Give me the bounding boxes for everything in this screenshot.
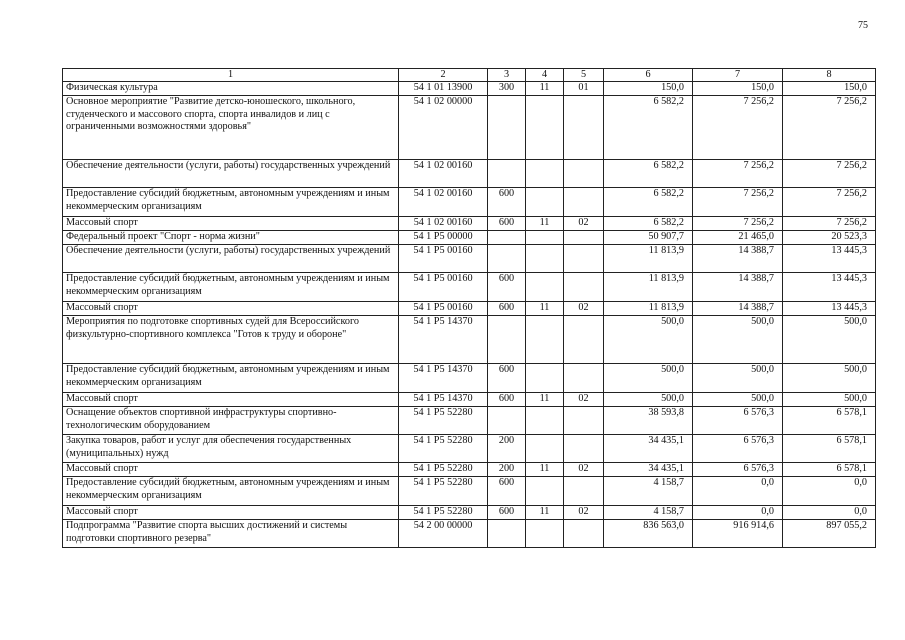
header-row — [63, 69, 876, 82]
header-cell: 4 — [526, 69, 564, 82]
subsection-cell: 02 — [564, 506, 604, 520]
amount-year3-cell: 7 256,2 — [783, 160, 876, 188]
amount-year1-cell: 500,0 — [604, 393, 693, 407]
section-cell: 11 — [526, 393, 564, 407]
amount-year1-cell: 6 582,2 — [604, 160, 693, 188]
amount-year3-cell: 0,0 — [783, 477, 876, 506]
subsection-cell: 02 — [564, 393, 604, 407]
subsection-cell: 02 — [564, 302, 604, 316]
amount-year1-cell: 6 582,2 — [604, 188, 693, 217]
code-cell: 54 1 P5 14370 — [399, 316, 488, 364]
table-row — [63, 82, 876, 96]
subsection-cell — [564, 364, 604, 393]
table-row — [63, 188, 876, 217]
code-cell: 54 1 P5 14370 — [399, 393, 488, 407]
amount-year2-cell: 500,0 — [693, 316, 783, 364]
subsection-cell — [564, 245, 604, 273]
code-cell: 54 1 P5 14370 — [399, 364, 488, 393]
row-name-cell: Массовый спорт — [63, 506, 399, 520]
amount-year2-cell: 14 388,7 — [693, 273, 783, 302]
row-name-cell: Закупка товаров, работ и услуг для обеспечения государственных (муниципальных) нужд — [63, 435, 399, 463]
amount-year2-cell: 7 256,2 — [693, 96, 783, 160]
amount-year2-cell: 6 576,3 — [693, 463, 783, 477]
expense-type-cell: 600 — [488, 302, 526, 316]
expense-type-cell — [488, 245, 526, 273]
amount-year1-cell: 500,0 — [604, 364, 693, 393]
table-row — [63, 273, 876, 302]
budget-table — [62, 68, 876, 548]
expense-type-cell — [488, 407, 526, 435]
row-name-cell: Массовый спорт — [63, 302, 399, 316]
header-cell: 3 — [488, 69, 526, 82]
amount-year3-cell: 6 578,1 — [783, 463, 876, 477]
section-cell — [526, 188, 564, 217]
amount-year2-cell: 14 388,7 — [693, 245, 783, 273]
expense-type-cell — [488, 96, 526, 160]
subsection-cell — [564, 316, 604, 364]
row-name-cell: Предоставление субсидий бюджетным, автономным учреждениям и иным некоммерческим организациям — [63, 364, 399, 393]
expense-type-cell: 600 — [488, 506, 526, 520]
amount-year2-cell: 500,0 — [693, 393, 783, 407]
row-name-cell: Обеспечение деятельности (услуги, работы) государственных учреждений — [63, 160, 399, 188]
section-cell — [526, 407, 564, 435]
amount-year3-cell: 13 445,3 — [783, 302, 876, 316]
table-row — [63, 435, 876, 463]
table-row — [63, 302, 876, 316]
expense-type-cell — [488, 160, 526, 188]
section-cell — [526, 273, 564, 302]
table-row — [63, 245, 876, 273]
row-name-cell: Массовый спорт — [63, 217, 399, 231]
header-cell: 7 — [693, 69, 783, 82]
amount-year1-cell: 6 582,2 — [604, 217, 693, 231]
code-cell: 54 1 P5 00000 — [399, 231, 488, 245]
row-name-cell: Физическая культура — [63, 82, 399, 96]
amount-year3-cell: 500,0 — [783, 316, 876, 364]
amount-year1-cell: 50 907,7 — [604, 231, 693, 245]
table-header — [63, 69, 876, 82]
expense-type-cell — [488, 231, 526, 245]
section-cell — [526, 316, 564, 364]
table-row — [63, 506, 876, 520]
subsection-cell — [564, 435, 604, 463]
table-row — [63, 393, 876, 407]
amount-year3-cell: 150,0 — [783, 82, 876, 96]
subsection-cell — [564, 477, 604, 506]
amount-year1-cell: 38 593,8 — [604, 407, 693, 435]
amount-year2-cell: 150,0 — [693, 82, 783, 96]
expense-type-cell — [488, 520, 526, 548]
expense-type-cell — [488, 316, 526, 364]
code-cell: 54 1 P5 52280 — [399, 477, 488, 506]
code-cell: 54 1 01 13900 — [399, 82, 488, 96]
table-row — [63, 520, 876, 548]
code-cell: 54 1 P5 00160 — [399, 245, 488, 273]
table-row — [63, 463, 876, 477]
amount-year3-cell: 500,0 — [783, 393, 876, 407]
header-cell: 5 — [564, 69, 604, 82]
amount-year1-cell: 6 582,2 — [604, 96, 693, 160]
subsection-cell — [564, 160, 604, 188]
table-row — [63, 160, 876, 188]
section-cell — [526, 364, 564, 393]
amount-year3-cell: 13 445,3 — [783, 245, 876, 273]
amount-year2-cell: 7 256,2 — [693, 188, 783, 217]
amount-year2-cell: 6 576,3 — [693, 407, 783, 435]
row-name-cell: Подпрограмма "Развитие спорта высших достижений и системы подготовки спортивного резерва" — [63, 520, 399, 548]
table-body — [63, 82, 876, 548]
amount-year2-cell: 500,0 — [693, 364, 783, 393]
subsection-cell — [564, 273, 604, 302]
section-cell — [526, 435, 564, 463]
amount-year3-cell: 20 523,3 — [783, 231, 876, 245]
section-cell: 11 — [526, 506, 564, 520]
subsection-cell — [564, 96, 604, 160]
code-cell: 54 1 P5 52280 — [399, 407, 488, 435]
row-name-cell: Оснащение объектов спортивной инфраструктуры спортивно-технологическим оборудованием — [63, 407, 399, 435]
code-cell: 54 1 02 00000 — [399, 96, 488, 160]
amount-year3-cell: 7 256,2 — [783, 188, 876, 217]
row-name-cell: Предоставление субсидий бюджетным, автономным учреждениям и иным некоммерческим организациям — [63, 477, 399, 506]
section-cell: 11 — [526, 463, 564, 477]
expense-type-cell: 600 — [488, 217, 526, 231]
section-cell — [526, 520, 564, 548]
header-cell: 1 — [63, 69, 399, 82]
header-cell: 8 — [783, 69, 876, 82]
row-name-cell: Мероприятия по подготовке спортивных судей для Всероссийского физкультурно-спортивного комплекса "Готов к труду и обороне" — [63, 316, 399, 364]
row-name-cell: Массовый спорт — [63, 393, 399, 407]
amount-year3-cell: 13 445,3 — [783, 273, 876, 302]
expense-type-cell: 600 — [488, 477, 526, 506]
expense-type-cell: 300 — [488, 82, 526, 96]
table-row — [63, 407, 876, 435]
amount-year2-cell: 7 256,2 — [693, 160, 783, 188]
amount-year1-cell: 34 435,1 — [604, 463, 693, 477]
amount-year3-cell: 6 578,1 — [783, 435, 876, 463]
amount-year3-cell: 0,0 — [783, 506, 876, 520]
subsection-cell: 01 — [564, 82, 604, 96]
amount-year1-cell: 4 158,7 — [604, 506, 693, 520]
page-number: 75 — [858, 20, 868, 31]
amount-year2-cell: 6 576,3 — [693, 435, 783, 463]
row-name-cell: Массовый спорт — [63, 463, 399, 477]
subsection-cell — [564, 231, 604, 245]
code-cell: 54 1 P5 52280 — [399, 506, 488, 520]
code-cell: 54 1 P5 52280 — [399, 463, 488, 477]
amount-year2-cell: 0,0 — [693, 477, 783, 506]
section-cell: 11 — [526, 302, 564, 316]
table-row — [63, 477, 876, 506]
section-cell: 11 — [526, 82, 564, 96]
section-cell: 11 — [526, 217, 564, 231]
amount-year3-cell: 500,0 — [783, 364, 876, 393]
amount-year1-cell: 500,0 — [604, 316, 693, 364]
amount-year3-cell: 6 578,1 — [783, 407, 876, 435]
amount-year3-cell: 7 256,2 — [783, 96, 876, 160]
row-name-cell: Обеспечение деятельности (услуги, работы) государственных учреждений — [63, 245, 399, 273]
code-cell: 54 1 02 00160 — [399, 160, 488, 188]
amount-year2-cell: 7 256,2 — [693, 217, 783, 231]
row-name-cell: Федеральный проект "Спорт - норма жизни" — [63, 231, 399, 245]
expense-type-cell: 200 — [488, 435, 526, 463]
table-row — [63, 231, 876, 245]
amount-year2-cell: 916 914,6 — [693, 520, 783, 548]
expense-type-cell: 600 — [488, 273, 526, 302]
amount-year3-cell: 897 055,2 — [783, 520, 876, 548]
expense-type-cell: 200 — [488, 463, 526, 477]
amount-year2-cell: 21 465,0 — [693, 231, 783, 245]
section-cell — [526, 96, 564, 160]
expense-type-cell: 600 — [488, 364, 526, 393]
amount-year2-cell: 0,0 — [693, 506, 783, 520]
amount-year1-cell: 11 813,9 — [604, 245, 693, 273]
row-name-cell: Основное мероприятие "Развитие детско-юношеского, школьного, студенческого и массового спорта, спорта инвалидов и лиц с ограниченными возможностями здоровья" — [63, 96, 399, 160]
header-cell: 2 — [399, 69, 488, 82]
subsection-cell — [564, 188, 604, 217]
subsection-cell — [564, 520, 604, 548]
subsection-cell — [564, 407, 604, 435]
code-cell: 54 2 00 00000 — [399, 520, 488, 548]
section-cell — [526, 477, 564, 506]
table-row — [63, 217, 876, 231]
amount-year2-cell: 14 388,7 — [693, 302, 783, 316]
amount-year1-cell: 11 813,9 — [604, 273, 693, 302]
row-name-cell: Предоставление субсидий бюджетным, автономным учреждениям и иным некоммерческим организациям — [63, 188, 399, 217]
table-row — [63, 316, 876, 364]
header-cell: 6 — [604, 69, 693, 82]
code-cell: 54 1 02 00160 — [399, 188, 488, 217]
code-cell: 54 1 P5 00160 — [399, 302, 488, 316]
table-row — [63, 96, 876, 160]
amount-year1-cell: 4 158,7 — [604, 477, 693, 506]
expense-type-cell: 600 — [488, 393, 526, 407]
amount-year1-cell: 836 563,0 — [604, 520, 693, 548]
amount-year1-cell: 150,0 — [604, 82, 693, 96]
code-cell: 54 1 P5 52280 — [399, 435, 488, 463]
amount-year1-cell: 34 435,1 — [604, 435, 693, 463]
subsection-cell: 02 — [564, 463, 604, 477]
table-row — [63, 364, 876, 393]
section-cell — [526, 160, 564, 188]
code-cell: 54 1 02 00160 — [399, 217, 488, 231]
section-cell — [526, 245, 564, 273]
subsection-cell: 02 — [564, 217, 604, 231]
code-cell: 54 1 P5 00160 — [399, 273, 488, 302]
amount-year3-cell: 7 256,2 — [783, 217, 876, 231]
expense-type-cell: 600 — [488, 188, 526, 217]
row-name-cell: Предоставление субсидий бюджетным, автономным учреждениям и иным некоммерческим организациям — [63, 273, 399, 302]
section-cell — [526, 231, 564, 245]
amount-year1-cell: 11 813,9 — [604, 302, 693, 316]
